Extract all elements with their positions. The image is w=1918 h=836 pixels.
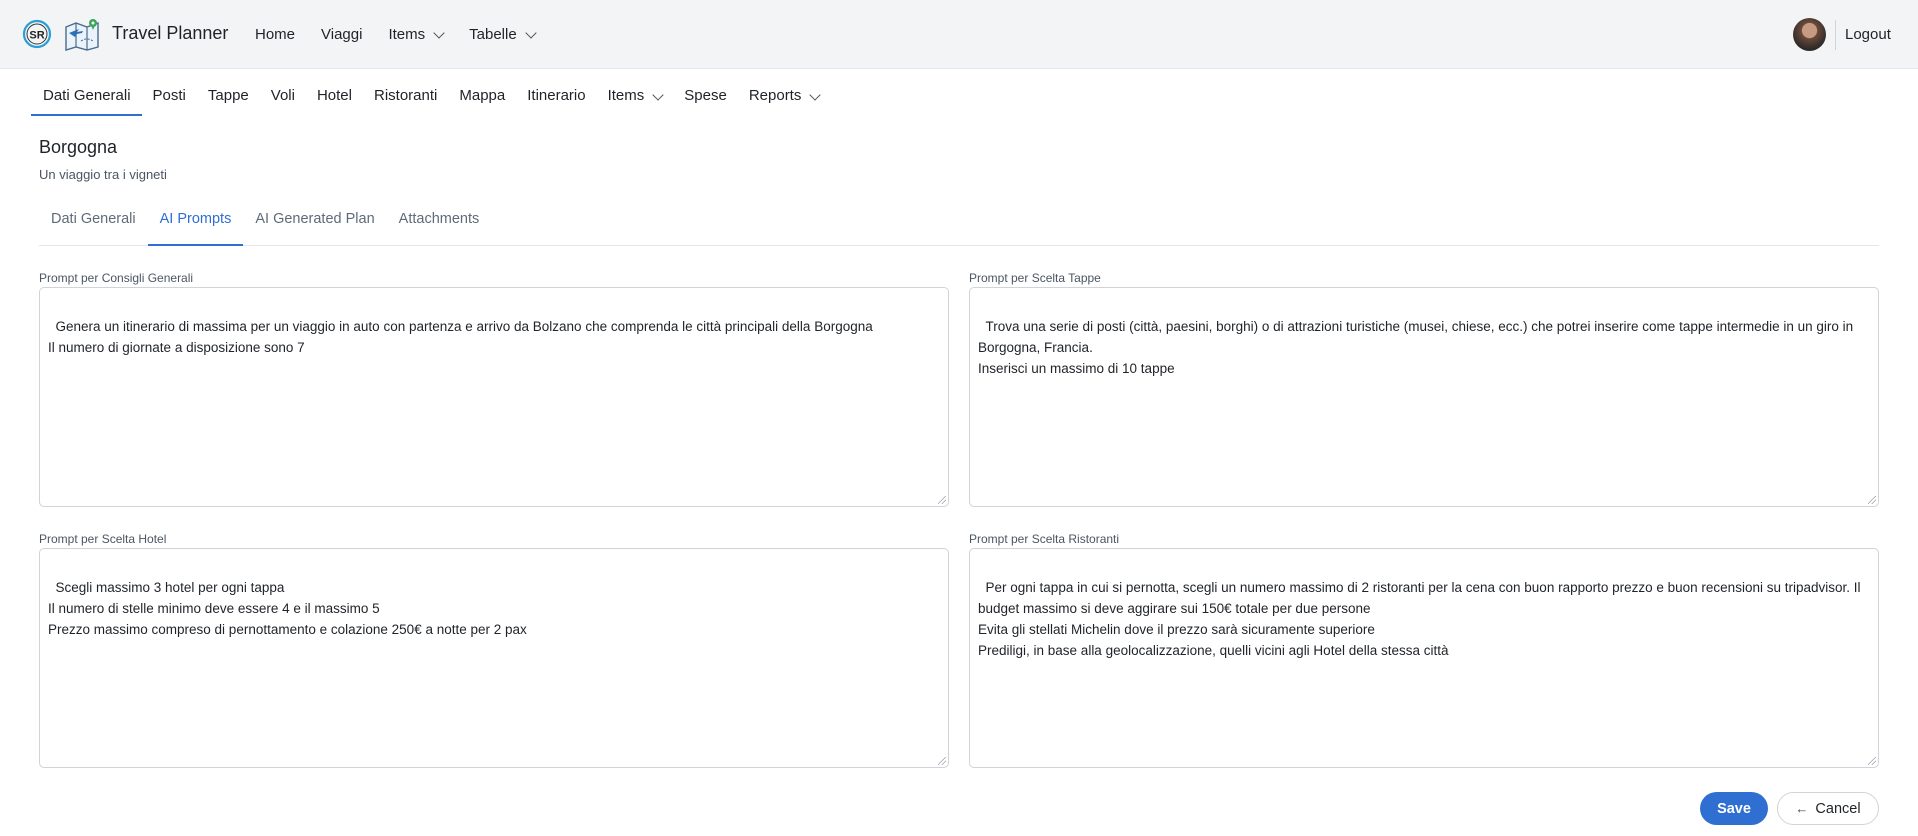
secnav-items-label: Items — [607, 87, 645, 104]
topnav-home[interactable] — [255, 26, 295, 43]
topnav-viaggi-label: Viaggi — [321, 26, 363, 43]
prompt-tappe-text: Trova una serie di posti (città, paesini, borghi) o di attrazioni turistiche (musei, chiese, ecc.) che potrei inserire come tappe intermedie in un giro in Borgogna, Francia. Inserisci un massimo di 10 tappe — [978, 319, 1854, 376]
topnav-home-label: Home — [255, 26, 296, 43]
secnav-tappe[interactable]: Tappe — [207, 87, 249, 104]
resize-grip-icon[interactable] — [938, 496, 946, 504]
prompt-hotel-textarea[interactable] — [39, 548, 949, 768]
navbar-divider — [1835, 20, 1836, 50]
prompt-hotel-text: Scegli massimo 3 hotel per ogni tappa Il numero di stelle minimo deve essere 4 e il massimo 5 Prezzo massimo compreso di pernottamento e colazione 250€ a notte per 2 pax — [48, 580, 527, 637]
save-button[interactable]: Save — [1700, 792, 1768, 825]
secnav-items-dropdown[interactable] — [597, 86, 674, 116]
topnav-items-dropdown[interactable] — [388, 26, 443, 43]
user-avatar[interactable] — [1793, 18, 1826, 51]
map-plane-icon[interactable] — [63, 17, 101, 51]
trip-title: Borgogna — [39, 137, 118, 157]
secnav-spese[interactable]: Spese — [684, 87, 727, 104]
secnav-itinerario[interactable]: Itinerario — [527, 87, 586, 104]
prompt-consigli-label: Prompt per Consigli Generali — [39, 271, 194, 285]
secnav-dati-generali[interactable]: Dati Generali — [31, 86, 142, 116]
arrow-left-icon: ← — [1795, 801, 1809, 816]
prompt-tappe-textarea[interactable] — [969, 287, 1879, 507]
secnav-ristoranti[interactable]: Ristoranti — [374, 87, 438, 104]
prompt-ristoranti-text: Per ogni tappa in cui si pernotta, scegli un numero massimo di 2 ristoranti per la cena con buon rapporto prezzo e buon recensioni su tripadvisor. Il budget massimo si deve aggirare sui 150€ totale per due persone Evita gli stellati Michelin dove il prezzo sarà sicuramente superiore Prediligi, in base alla geolocalizzazione, quelli vicini agli Hotel della stessa città — [978, 580, 1861, 658]
trip-tabs — [39, 211, 1879, 246]
topnav-tabelle-label: Tabelle — [469, 26, 517, 43]
trip-description: Un viaggio tra i vigneti — [39, 167, 167, 182]
app-title[interactable]: Travel Planner — [112, 23, 229, 43]
prompt-consigli-textarea[interactable] — [39, 287, 949, 507]
logout-link[interactable]: Logout — [1845, 26, 1891, 43]
secnav-voli[interactable]: Voli — [270, 87, 295, 104]
top-navbar — [0, 0, 1918, 69]
trip-section-nav — [31, 86, 830, 116]
topnav-tabelle-dropdown[interactable] — [469, 26, 535, 43]
prompt-consigli-text: Genera un itinerario di massima per un viaggio in auto con partenza e arrivo da Bolzano che comprenda le città principali della Borgogna Il numero di giornate a disposizione sono 7 — [48, 319, 873, 355]
svg-text:SR: SR — [29, 29, 45, 42]
top-nav — [255, 26, 561, 43]
prompt-tappe-label: Prompt per Scelta Tappe — [969, 271, 1101, 285]
secnav-hotel[interactable]: Hotel — [316, 87, 352, 104]
prompt-ristoranti-textarea[interactable] — [969, 548, 1879, 768]
cancel-button[interactable] — [1777, 792, 1879, 825]
chevron-down-icon — [433, 27, 444, 38]
sr-logo-icon[interactable] — [22, 19, 52, 49]
tab-ai-prompts[interactable]: AI Prompts — [148, 211, 244, 246]
topnav-items-label: Items — [388, 26, 426, 43]
resize-grip-icon[interactable] — [1868, 757, 1876, 765]
topnav-viaggi[interactable] — [321, 26, 362, 43]
resize-grip-icon[interactable] — [938, 757, 946, 765]
secnav-posti[interactable]: Posti — [152, 87, 186, 104]
tab-dati-generali[interactable]: Dati Generali — [51, 211, 136, 227]
chevron-down-icon — [810, 89, 821, 100]
secnav-reports-label: Reports — [748, 87, 802, 104]
cancel-button-label: Cancel — [1815, 800, 1861, 817]
chevron-down-icon — [525, 27, 536, 38]
resize-grip-icon[interactable] — [1868, 496, 1876, 504]
prompt-ristoranti-label: Prompt per Scelta Ristoranti — [969, 532, 1120, 546]
tab-ai-generated-plan[interactable]: AI Generated Plan — [255, 211, 375, 227]
secnav-reports-dropdown[interactable] — [738, 86, 831, 116]
tab-attachments[interactable]: Attachments — [398, 211, 480, 227]
prompt-hotel-label: Prompt per Scelta Hotel — [39, 532, 167, 546]
chevron-down-icon — [653, 89, 664, 100]
secnav-mappa[interactable]: Mappa — [459, 87, 506, 104]
